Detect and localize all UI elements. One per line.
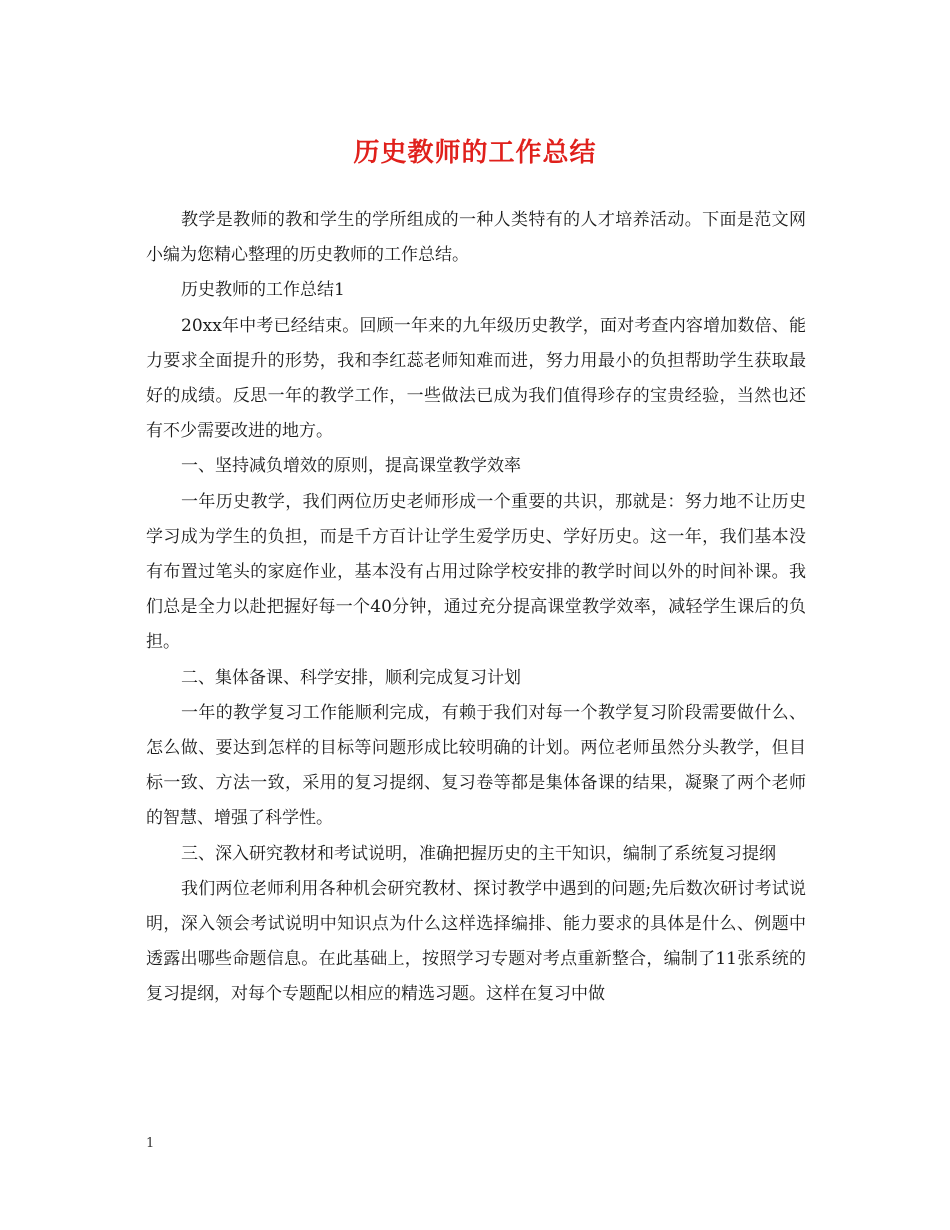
paragraph-section-2: 一年的教学复习工作能顺利完成，有赖于我们对每一个教学复习阶段需要做什么、怎么做、要达到怎样的目标等问题形成比较明确的计划。两位老师虽然分头教学，但目标一致、方法一致，采用的复习提纲、复习卷等都是集体备课的结果，凝聚了两个老师的智慧、增强了科学性。 bbox=[146, 702, 806, 829]
paragraph-intro: 教学是教师的教和学生的学所组成的一种人类特有的人才培养活动。下面是范文网小编为您精心整理的历史教师的工作总结。 bbox=[146, 210, 806, 266]
document-title: 历史教师的工作总结 bbox=[353, 138, 597, 168]
section-heading-2: 二、集体备课、科学安排，顺利完成复习计划 bbox=[181, 667, 521, 688]
section-heading-1: 一、坚持减负增效的原则，提高课堂教学效率 bbox=[181, 456, 521, 477]
document-body bbox=[146, 203, 806, 1013]
paragraph-overview: 20xx年中考已经结束。回顾一年来的九年级历史教学，面对考查内容增加数倍、能力要求全面提升的形势，我和李红蕊老师知难而进，努力用最小的负担帮助学生获取最好的成绩。反思一年的教学工作，一些做法已成为我们值得珍存的宝贵经验，当然也还有不少需要改进的地方。 bbox=[146, 315, 806, 442]
section-heading-summary-1: 历史教师的工作总结1 bbox=[181, 280, 345, 301]
section-heading-3: 三、深入研究教材和考试说明，准确把握历史的主干知识，编制了系统复习提纲 bbox=[181, 843, 776, 864]
page-number: 1 bbox=[146, 1136, 155, 1151]
paragraph-section-3: 我们两位老师利用各种机会研究教材、探讨教学中遇到的问题;先后数次研讨考试说明，深入领会考试说明中知识点为什么这样选择编排、能力要求的具体是什么、例题中透露出哪些命题信息。在此基础上，按照学习专题对考点重新整合，编制了11张系统的复习提纲，对每个专题配以相应的精选习题。这样在复习中做 bbox=[146, 878, 806, 1005]
paragraph-section-1: 一年历史教学，我们两位历史老师形成一个重要的共识，那就是：努力地不让历史学习成为学生的负担，而是千方百计让学生爱学历史、学好历史。这一年，我们基本没有布置过笔头的家庭作业，基本没有占用过除学校安排的教学时间以外的时间补课。我们总是全力以赴把握好每一个40分钟，通过充分提高课堂教学效率，减轻学生课后的负担。 bbox=[146, 491, 806, 653]
